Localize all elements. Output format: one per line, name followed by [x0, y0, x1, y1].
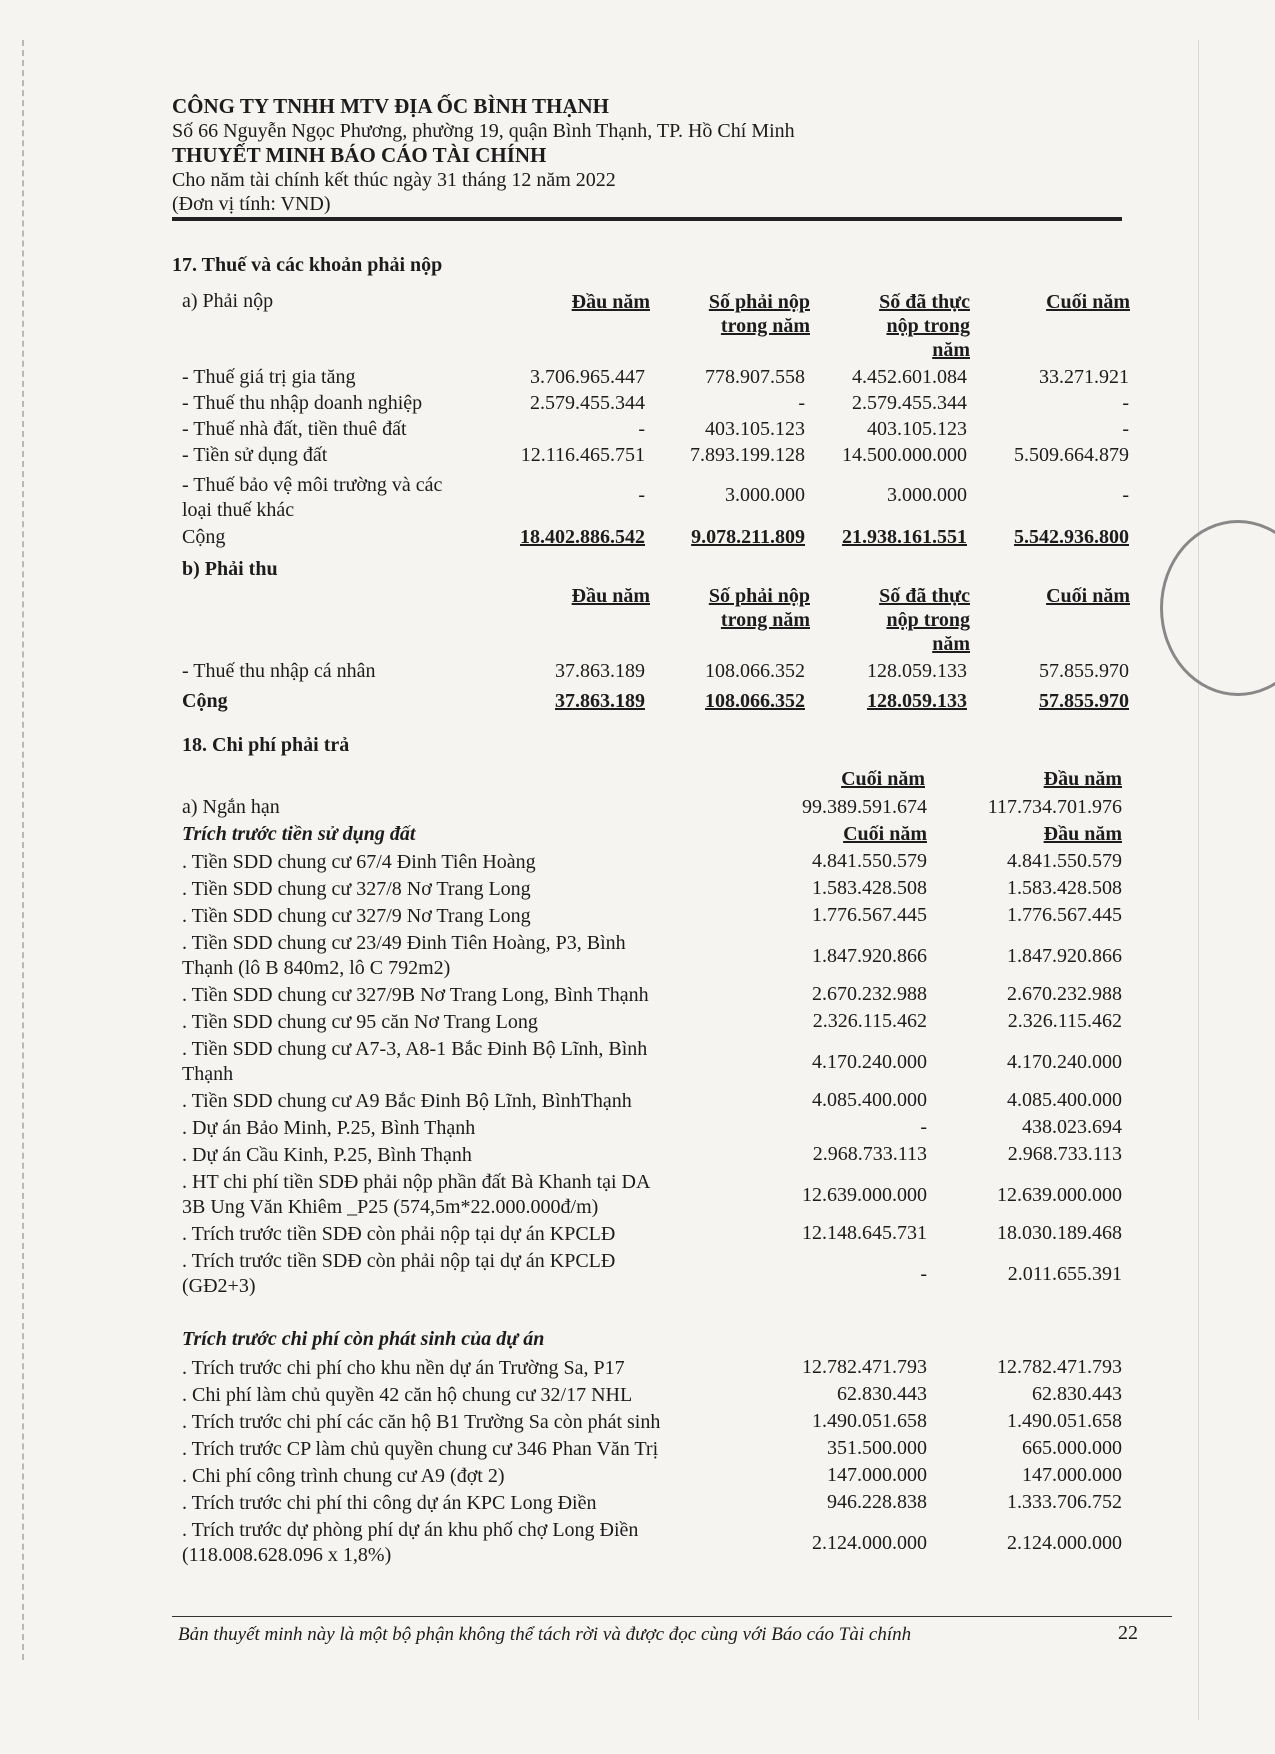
total-row: Cộng 37.863.189 108.066.352 128.059.133 57.855.970 [182, 690, 1129, 712]
value-end: 2.968.733.113 [812, 1143, 927, 1165]
footer-note: Bản thuyết minh này là một bộ phận không thể tách rời và được đọc cùng với Báo cáo Tài chính [178, 1624, 912, 1645]
item-label: . Chi phí làm chủ quyền 42 căn hộ chung cư 32/17 NHL [182, 1384, 633, 1406]
list-item [0, 1356, 1275, 1383]
value-begin: 1.490.051.658 [1007, 1410, 1122, 1432]
value-begin: 2.968.733.113 [1007, 1143, 1122, 1165]
list-item [0, 1464, 1275, 1491]
item-label: . Trích trước chi phí các căn hộ B1 Trường Sa còn phát sinh [182, 1411, 661, 1433]
list-item [0, 1037, 1275, 1089]
list-item [0, 1249, 1275, 1301]
item-label: . Tiền SDD chung cư 327/8 Nơ Trang Long [182, 878, 531, 900]
value-end: - [920, 1263, 927, 1285]
item-label: . Tiền SDD chung cư 95 căn Nơ Trang Long [182, 1011, 538, 1033]
value-begin: 438.023.694 [1022, 1116, 1122, 1138]
value-begin: 18.030.189.468 [997, 1222, 1122, 1244]
col-header-payable: Số phải nộp trong năm [708, 291, 810, 337]
payable-subtitle: a) Phải nộp [182, 290, 274, 312]
currency-unit: (Đơn vị tính: VND) [172, 193, 331, 215]
item-label: . Trích trước tiền SDĐ còn phải nộp tại dự án KPCLĐ (GĐ2+3) [182, 1250, 616, 1297]
col-header-end: Cuối năm [841, 768, 925, 790]
list-item [0, 931, 1275, 983]
value-begin: 4.170.240.000 [1007, 1051, 1122, 1073]
report-title: THUYẾT MINH BÁO CÁO TÀI CHÍNH [172, 143, 547, 167]
item-label: . Trích trước tiền SDĐ còn phải nộp tại dự án KPCLĐ [182, 1223, 616, 1245]
list-item [0, 1170, 1275, 1222]
item-label: . Tiền SDD chung cư 327/9 Nơ Trang Long [182, 905, 531, 927]
value-end: 4.841.550.579 [812, 850, 927, 872]
company-name: CÔNG TY TNHH MTV ĐỊA ỐC BÌNH THẠNH [172, 94, 609, 118]
value-end: 1.583.428.508 [812, 877, 927, 899]
value-end: 147.000.000 [827, 1464, 927, 1486]
value-begin: 2.326.115.462 [1007, 1010, 1122, 1032]
list-item [0, 1010, 1275, 1037]
header-divider [172, 217, 1122, 221]
list-item [0, 983, 1275, 1010]
value-begin: 4.841.550.579 [1007, 850, 1122, 872]
table-row: - Tiền sử dụng đất 12.116.465.751 7.893.199.128 14.500.000.000 5.509.664.879 [182, 444, 1129, 466]
list-item [0, 1383, 1275, 1410]
list-item [0, 1410, 1275, 1437]
item-label: . Trích trước dự phòng phí dự án khu phố chợ Long Điền (118.008.628.096 x 1,8%) [182, 1519, 639, 1566]
value-end: 1.847.920.866 [812, 945, 927, 967]
value-end: 946.228.838 [827, 1491, 927, 1513]
list-item [0, 1437, 1275, 1464]
item-label: . Trích trước CP làm chủ quyền chung cư 346 Phan Văn Trị [182, 1438, 659, 1460]
document-header [172, 94, 1122, 217]
list-item [0, 1518, 1275, 1570]
total-row: Cộng 18.402.886.542 9.078.211.809 21.938.161.551 5.542.936.800 [182, 526, 1129, 548]
item-label: . Dự án Cầu Kinh, P.25, Bình Thạnh [182, 1144, 472, 1166]
list-item [0, 904, 1275, 931]
value-begin: 12.782.471.793 [997, 1356, 1122, 1378]
list-item [0, 1222, 1275, 1249]
value-begin: 147.000.000 [1022, 1464, 1122, 1486]
value-end: 351.500.000 [827, 1437, 927, 1459]
footer-divider [172, 1616, 1172, 1617]
col-header-end: Cuối năm [1046, 585, 1130, 607]
value-begin: 2.124.000.000 [1007, 1532, 1122, 1554]
list-item [0, 850, 1275, 877]
col-header-payable: Số phải nộp trong năm [708, 585, 810, 631]
receivable-subtitle: b) Phải thu [182, 558, 278, 580]
item-label: . HT chi phí tiền SDĐ phải nộp phần đất Bà Khanh tại DA 3B Ung Văn Khiêm _P25 (574,5m*22.000.000đ/m) [182, 1171, 651, 1218]
list-item [0, 1491, 1275, 1518]
table-row: - Thuế giá trị gia tăng 3.706.965.447 778.907.558 4.452.601.084 33.271.921 [182, 366, 1129, 388]
value-end: 12.639.000.000 [802, 1184, 927, 1206]
value-end: 12.782.471.793 [802, 1356, 927, 1378]
value-begin: 1.583.428.508 [1007, 877, 1122, 899]
col-header-paid: Số đã thực nộp trong năm [879, 291, 970, 361]
item-label: . Tiền SDD chung cư A9 Bắc Đinh Bộ Lĩnh, BìnhThạnh [182, 1090, 632, 1112]
value-begin: 1.776.567.445 [1007, 904, 1122, 926]
value-begin: 1.333.706.752 [1007, 1491, 1122, 1513]
value-end: 2.670.232.988 [812, 983, 927, 1005]
value-end: - [920, 1116, 927, 1138]
group-title-row: Trích trước tiền sử dụng đất Cuối năm Đầu năm [182, 823, 1122, 845]
table-row: - Thuế thu nhập doanh nghiệp 2.579.455.344 - 2.579.455.344 - [182, 392, 1129, 414]
list-item [0, 1089, 1275, 1116]
report-period: Cho năm tài chính kết thúc ngày 31 tháng 12 năm 2022 [172, 168, 616, 191]
value-begin: 4.085.400.000 [1007, 1089, 1122, 1111]
section-18-title: 18. Chi phí phải trả [182, 734, 350, 756]
value-begin: 2.670.232.988 [1007, 983, 1122, 1005]
list-item [0, 1143, 1275, 1170]
value-begin: 1.847.920.866 [1007, 945, 1122, 967]
col-header-begin: Đầu năm [571, 291, 650, 313]
short-term-row: a) Ngắn hạn 99.389.591.674 117.734.701.976 [182, 796, 1122, 818]
value-begin: 665.000.000 [1022, 1437, 1122, 1459]
col-header-begin: Đầu năm [1043, 768, 1122, 790]
item-label: . Trích trước chi phí thi công dự án KPC Long Điền [182, 1492, 597, 1514]
value-end: 1.776.567.445 [812, 904, 927, 926]
value-end: 4.170.240.000 [812, 1051, 927, 1073]
list-item [0, 877, 1275, 904]
row-label-multiline: - Thuế bảo vệ môi trường và các loại thuế khác [182, 474, 443, 521]
table-row: - Thuế nhà đất, tiền thuê đất - 403.105.123 403.105.123 - [182, 418, 1129, 440]
value-end: 2.326.115.462 [812, 1010, 927, 1032]
page-number: 22 [1118, 1622, 1138, 1644]
company-address: Số 66 Nguyễn Ngọc Phương, phường 19, quận Bình Thạnh, TP. Hồ Chí Minh [172, 119, 795, 142]
col-header-end: Cuối năm [1046, 291, 1130, 313]
value-begin: 12.639.000.000 [997, 1184, 1122, 1206]
group-title-row: Trích trước chi phí còn phát sinh của dự án [182, 1328, 545, 1350]
table-row: - 3.000.000 3.000.000 - [638, 484, 1129, 506]
value-end: 4.085.400.000 [812, 1089, 927, 1111]
value-end: 12.148.645.731 [802, 1222, 927, 1244]
value-end: 1.490.051.658 [812, 1410, 927, 1432]
col-header-begin: Đầu năm [571, 585, 650, 607]
value-end: 62.830.443 [837, 1383, 927, 1405]
col-header-paid: Số đã thực nộp trong năm [879, 585, 970, 655]
item-label: . Chi phí công trình chung cư A9 (đợt 2) [182, 1465, 505, 1487]
item-label: . Dự án Bảo Minh, P.25, Bình Thạnh [182, 1117, 476, 1139]
value-begin: 62.830.443 [1032, 1383, 1122, 1405]
section-17-title: 17. Thuế và các khoản phải nộp [172, 254, 443, 276]
value-end: 2.124.000.000 [812, 1532, 927, 1554]
value-begin: 2.011.655.391 [1007, 1263, 1122, 1285]
item-label: . Tiền SDD chung cư A7-3, A8-1 Bắc Đinh Bộ Lĩnh, Bình Thạnh [182, 1038, 648, 1085]
item-label: . Trích trước chi phí cho khu nền dự án Trường Sa, P17 [182, 1357, 625, 1379]
item-label: . Tiền SDD chung cư 23/49 Đinh Tiên Hoàng, P3, Bình Thạnh (lô B 840m2, lô C 792m2) [182, 932, 626, 979]
list-item [0, 1116, 1275, 1143]
item-label: . Tiền SDD chung cư 67/4 Đinh Tiên Hoàng [182, 851, 536, 873]
table-row: - Thuế thu nhập cá nhân 37.863.189 108.066.352 128.059.133 57.855.970 [182, 660, 1129, 682]
item-label: . Tiền SDD chung cư 327/9B Nơ Trang Long, Bình Thạnh [182, 984, 649, 1006]
